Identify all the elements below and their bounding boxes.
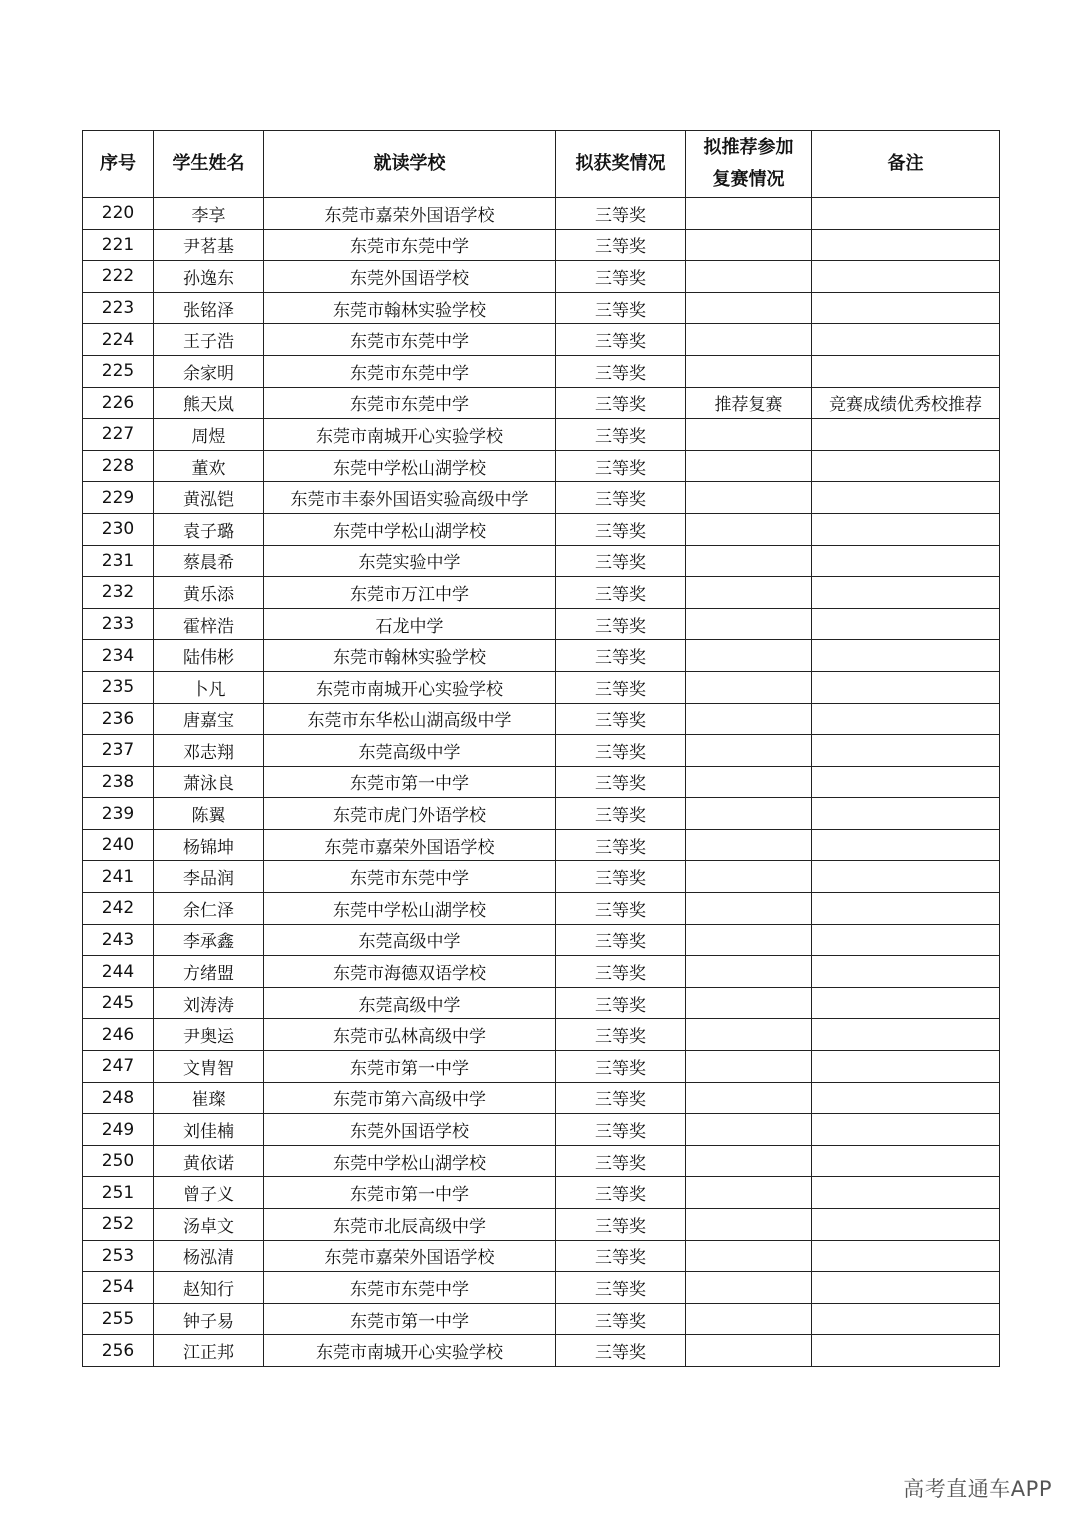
cell-student-name: 周煜 (154, 419, 264, 451)
cell-recommend (686, 355, 812, 387)
cell-index: 255 (83, 1303, 154, 1335)
cell-award: 三等奖 (556, 1082, 686, 1114)
cell-remark (812, 893, 1000, 925)
cell-remark (812, 1145, 1000, 1177)
cell-award: 三等奖 (556, 1303, 686, 1335)
table-row (83, 671, 1000, 703)
cell-remark (812, 1240, 1000, 1272)
cell-award: 三等奖 (556, 861, 686, 893)
cell-index: 246 (83, 1019, 154, 1051)
table-row (83, 450, 1000, 482)
cell-index: 248 (83, 1082, 154, 1114)
cell-award: 三等奖 (556, 292, 686, 324)
cell-award: 三等奖 (556, 1272, 686, 1304)
cell-student-name: 袁子璐 (154, 513, 264, 545)
cell-school: 东莞高级中学 (264, 735, 556, 767)
cell-school: 东莞市东莞中学 (264, 324, 556, 356)
table-row (83, 229, 1000, 261)
cell-index: 234 (83, 640, 154, 672)
cell-index: 233 (83, 608, 154, 640)
cell-student-name: 陆伟彬 (154, 640, 264, 672)
cell-award: 三等奖 (556, 1114, 686, 1146)
table-header-row (83, 131, 1000, 198)
table-row (83, 387, 1000, 419)
cell-remark (812, 1114, 1000, 1146)
table-row (83, 987, 1000, 1019)
cell-school: 东莞市南城开心实验学校 (264, 419, 556, 451)
cell-recommend (686, 861, 812, 893)
cell-remark (812, 608, 1000, 640)
cell-school: 东莞中学松山湖学校 (264, 893, 556, 925)
cell-remark (812, 324, 1000, 356)
cell-index: 227 (83, 419, 154, 451)
table-row (83, 577, 1000, 609)
table-row (83, 1240, 1000, 1272)
cell-student-name: 杨泓清 (154, 1240, 264, 1272)
cell-award: 三等奖 (556, 577, 686, 609)
cell-school: 东莞市翰林实验学校 (264, 640, 556, 672)
cell-remark (812, 1209, 1000, 1241)
cell-student-name: 黄乐添 (154, 577, 264, 609)
cell-student-name: 李品润 (154, 861, 264, 893)
cell-award: 三等奖 (556, 956, 686, 988)
cell-award: 三等奖 (556, 450, 686, 482)
cell-award: 三等奖 (556, 893, 686, 925)
cell-remark: 竞赛成绩优秀校推荐 (812, 387, 1000, 419)
cell-student-name: 蔡晨希 (154, 545, 264, 577)
cell-recommend (686, 1240, 812, 1272)
cell-remark (812, 1335, 1000, 1367)
cell-award: 三等奖 (556, 355, 686, 387)
cell-remark (812, 735, 1000, 767)
cell-school: 东莞中学松山湖学校 (264, 1145, 556, 1177)
cell-student-name: 熊天岚 (154, 387, 264, 419)
cell-school: 东莞市嘉荣外国语学校 (264, 198, 556, 230)
cell-student-name: 杨锦坤 (154, 829, 264, 861)
cell-student-name: 李享 (154, 198, 264, 230)
cell-student-name: 邓志翔 (154, 735, 264, 767)
cell-student-name: 萧泳良 (154, 766, 264, 798)
cell-recommend (686, 229, 812, 261)
header-recommend-line2: 复赛情况 (712, 169, 785, 190)
cell-recommend (686, 1114, 812, 1146)
header-recommend (686, 131, 812, 198)
table-row (83, 640, 1000, 672)
table-row (83, 893, 1000, 925)
cell-recommend (686, 450, 812, 482)
table-row (83, 324, 1000, 356)
header-student-name: 学生姓名 (154, 131, 264, 198)
cell-school: 东莞市第六高级中学 (264, 1082, 556, 1114)
cell-school: 东莞中学松山湖学校 (264, 450, 556, 482)
cell-school: 东莞市虎门外语学校 (264, 798, 556, 830)
cell-recommend (686, 640, 812, 672)
cell-recommend (686, 671, 812, 703)
cell-index: 241 (83, 861, 154, 893)
cell-index: 221 (83, 229, 154, 261)
cell-remark (812, 545, 1000, 577)
cell-recommend (686, 545, 812, 577)
cell-index: 244 (83, 956, 154, 988)
cell-student-name: 唐嘉宝 (154, 703, 264, 735)
cell-award: 三等奖 (556, 829, 686, 861)
cell-remark (812, 1051, 1000, 1083)
cell-index: 247 (83, 1051, 154, 1083)
table-row (83, 198, 1000, 230)
award-table-container (82, 130, 999, 1367)
cell-index: 223 (83, 292, 154, 324)
table-row (83, 419, 1000, 451)
cell-award: 三等奖 (556, 545, 686, 577)
cell-school: 东莞实验中学 (264, 545, 556, 577)
cell-school: 东莞中学松山湖学校 (264, 513, 556, 545)
cell-award: 三等奖 (556, 1019, 686, 1051)
cell-index: 220 (83, 198, 154, 230)
table-row (83, 1209, 1000, 1241)
table-row (83, 924, 1000, 956)
cell-recommend (686, 1335, 812, 1367)
cell-index: 226 (83, 387, 154, 419)
cell-school: 东莞市翰林实验学校 (264, 292, 556, 324)
cell-school: 东莞市北辰高级中学 (264, 1209, 556, 1241)
cell-school: 东莞市南城开心实验学校 (264, 1335, 556, 1367)
cell-remark (812, 513, 1000, 545)
table-row (83, 1019, 1000, 1051)
header-recommend-line1: 拟推荐参加 (703, 137, 794, 158)
cell-remark (812, 450, 1000, 482)
table-row (83, 545, 1000, 577)
cell-recommend (686, 1082, 812, 1114)
cell-index: 235 (83, 671, 154, 703)
cell-award: 三等奖 (556, 1240, 686, 1272)
cell-index: 229 (83, 482, 154, 514)
cell-recommend (686, 198, 812, 230)
cell-recommend (686, 513, 812, 545)
cell-award: 三等奖 (556, 1145, 686, 1177)
cell-recommend (686, 1303, 812, 1335)
cell-school: 东莞市第一中学 (264, 766, 556, 798)
cell-index: 252 (83, 1209, 154, 1241)
cell-student-name: 刘涛涛 (154, 987, 264, 1019)
header-index: 序号 (83, 131, 154, 198)
cell-remark (812, 924, 1000, 956)
cell-recommend (686, 1051, 812, 1083)
cell-award: 三等奖 (556, 387, 686, 419)
table-row (83, 355, 1000, 387)
cell-remark (812, 292, 1000, 324)
cell-school: 东莞外国语学校 (264, 261, 556, 293)
cell-index: 249 (83, 1114, 154, 1146)
cell-school: 东莞市嘉荣外国语学校 (264, 829, 556, 861)
cell-recommend (686, 766, 812, 798)
cell-recommend (686, 482, 812, 514)
cell-recommend: 推荐复赛 (686, 387, 812, 419)
cell-remark (812, 229, 1000, 261)
cell-recommend (686, 261, 812, 293)
table-row (83, 798, 1000, 830)
cell-recommend (686, 324, 812, 356)
table-row (83, 1082, 1000, 1114)
cell-award: 三等奖 (556, 735, 686, 767)
award-table (82, 130, 1000, 1367)
cell-remark (812, 355, 1000, 387)
cell-student-name: 汤卓文 (154, 1209, 264, 1241)
table-row (83, 1051, 1000, 1083)
cell-index: 224 (83, 324, 154, 356)
cell-award: 三等奖 (556, 229, 686, 261)
cell-award: 三等奖 (556, 419, 686, 451)
cell-recommend (686, 608, 812, 640)
cell-index: 231 (83, 545, 154, 577)
cell-award: 三等奖 (556, 324, 686, 356)
cell-recommend (686, 956, 812, 988)
table-row (83, 261, 1000, 293)
table-row (83, 829, 1000, 861)
cell-student-name: 李承鑫 (154, 924, 264, 956)
cell-remark (812, 1272, 1000, 1304)
cell-remark (812, 798, 1000, 830)
cell-award: 三等奖 (556, 1335, 686, 1367)
cell-index: 222 (83, 261, 154, 293)
cell-student-name: 方绪盟 (154, 956, 264, 988)
cell-index: 242 (83, 893, 154, 925)
cell-recommend (686, 292, 812, 324)
cell-student-name: 曾子义 (154, 1177, 264, 1209)
cell-school: 东莞市第一中学 (264, 1051, 556, 1083)
cell-student-name: 文胄智 (154, 1051, 264, 1083)
header-award: 拟获奖情况 (556, 131, 686, 198)
cell-remark (812, 1303, 1000, 1335)
cell-school: 东莞市万江中学 (264, 577, 556, 609)
cell-index: 245 (83, 987, 154, 1019)
cell-recommend (686, 1272, 812, 1304)
cell-award: 三等奖 (556, 261, 686, 293)
cell-student-name: 孙逸东 (154, 261, 264, 293)
cell-student-name: 刘佳楠 (154, 1114, 264, 1146)
cell-remark (812, 829, 1000, 861)
cell-student-name: 张铭泽 (154, 292, 264, 324)
cell-recommend (686, 419, 812, 451)
cell-remark (812, 1082, 1000, 1114)
cell-school: 东莞市第一中学 (264, 1177, 556, 1209)
table-row (83, 766, 1000, 798)
cell-award: 三等奖 (556, 1209, 686, 1241)
cell-award: 三等奖 (556, 924, 686, 956)
cell-school: 东莞市第一中学 (264, 1303, 556, 1335)
cell-recommend (686, 703, 812, 735)
cell-student-name: 余仁泽 (154, 893, 264, 925)
cell-index: 243 (83, 924, 154, 956)
cell-index: 240 (83, 829, 154, 861)
cell-index: 232 (83, 577, 154, 609)
header-school: 就读学校 (264, 131, 556, 198)
cell-index: 238 (83, 766, 154, 798)
cell-remark (812, 1177, 1000, 1209)
table-row (83, 1303, 1000, 1335)
cell-student-name: 陈翼 (154, 798, 264, 830)
cell-award: 三等奖 (556, 482, 686, 514)
cell-index: 253 (83, 1240, 154, 1272)
cell-recommend (686, 1209, 812, 1241)
cell-student-name: 赵知行 (154, 1272, 264, 1304)
cell-school: 石龙中学 (264, 608, 556, 640)
cell-recommend (686, 829, 812, 861)
table-row (83, 292, 1000, 324)
cell-school: 东莞市南城开心实验学校 (264, 671, 556, 703)
cell-recommend (686, 893, 812, 925)
table-body (83, 198, 1000, 1367)
table-row (83, 861, 1000, 893)
cell-recommend (686, 735, 812, 767)
cell-school: 东莞市东莞中学 (264, 229, 556, 261)
cell-index: 254 (83, 1272, 154, 1304)
cell-school: 东莞市东莞中学 (264, 1272, 556, 1304)
cell-remark (812, 861, 1000, 893)
cell-remark (812, 671, 1000, 703)
cell-recommend (686, 987, 812, 1019)
cell-remark (812, 261, 1000, 293)
table-row (83, 608, 1000, 640)
cell-school: 东莞高级中学 (264, 924, 556, 956)
cell-recommend (686, 1019, 812, 1051)
cell-remark (812, 419, 1000, 451)
cell-school: 东莞市嘉荣外国语学校 (264, 1240, 556, 1272)
cell-index: 236 (83, 703, 154, 735)
cell-student-name: 卜凡 (154, 671, 264, 703)
cell-index: 230 (83, 513, 154, 545)
cell-recommend (686, 577, 812, 609)
cell-remark (812, 577, 1000, 609)
cell-award: 三等奖 (556, 766, 686, 798)
cell-index: 256 (83, 1335, 154, 1367)
cell-school: 东莞市东莞中学 (264, 387, 556, 419)
cell-student-name: 崔璨 (154, 1082, 264, 1114)
cell-remark (812, 482, 1000, 514)
cell-index: 237 (83, 735, 154, 767)
table-row (83, 1114, 1000, 1146)
cell-student-name: 尹茗基 (154, 229, 264, 261)
cell-school: 东莞市东莞中学 (264, 355, 556, 387)
cell-recommend (686, 1177, 812, 1209)
cell-recommend (686, 798, 812, 830)
cell-index: 228 (83, 450, 154, 482)
cell-student-name: 余家明 (154, 355, 264, 387)
table-row (83, 735, 1000, 767)
cell-remark (812, 987, 1000, 1019)
table-row (83, 1335, 1000, 1367)
cell-award: 三等奖 (556, 513, 686, 545)
cell-school: 东莞市东莞中学 (264, 861, 556, 893)
cell-student-name: 霍梓浩 (154, 608, 264, 640)
cell-award: 三等奖 (556, 1177, 686, 1209)
cell-school: 东莞高级中学 (264, 987, 556, 1019)
cell-student-name: 董欢 (154, 450, 264, 482)
cell-school: 东莞市丰泰外国语实验高级中学 (264, 482, 556, 514)
cell-remark (812, 766, 1000, 798)
table-row (83, 703, 1000, 735)
table-row (83, 1177, 1000, 1209)
cell-award: 三等奖 (556, 198, 686, 230)
cell-award: 三等奖 (556, 987, 686, 1019)
cell-student-name: 黄依诺 (154, 1145, 264, 1177)
cell-student-name: 黄泓铠 (154, 482, 264, 514)
cell-student-name: 钟子易 (154, 1303, 264, 1335)
cell-remark (812, 1019, 1000, 1051)
cell-award: 三等奖 (556, 703, 686, 735)
cell-student-name: 江正邦 (154, 1335, 264, 1367)
cell-student-name: 尹奥运 (154, 1019, 264, 1051)
cell-index: 250 (83, 1145, 154, 1177)
header-remark: 备注 (812, 131, 1000, 198)
cell-remark (812, 956, 1000, 988)
cell-school: 东莞市弘林高级中学 (264, 1019, 556, 1051)
cell-remark (812, 640, 1000, 672)
watermark-text: 高考直通车APP (903, 1477, 1052, 1501)
cell-index: 239 (83, 798, 154, 830)
cell-student-name: 王子浩 (154, 324, 264, 356)
table-row (83, 1272, 1000, 1304)
table-row (83, 513, 1000, 545)
cell-award: 三等奖 (556, 1051, 686, 1083)
cell-index: 225 (83, 355, 154, 387)
cell-award: 三等奖 (556, 798, 686, 830)
cell-recommend (686, 1145, 812, 1177)
table-row (83, 956, 1000, 988)
cell-school: 东莞市海德双语学校 (264, 956, 556, 988)
cell-school: 东莞外国语学校 (264, 1114, 556, 1146)
cell-award: 三等奖 (556, 640, 686, 672)
table-row (83, 482, 1000, 514)
cell-award: 三等奖 (556, 671, 686, 703)
cell-index: 251 (83, 1177, 154, 1209)
cell-remark (812, 198, 1000, 230)
cell-school: 东莞市东华松山湖高级中学 (264, 703, 556, 735)
table-row (83, 1145, 1000, 1177)
cell-recommend (686, 924, 812, 956)
cell-remark (812, 703, 1000, 735)
cell-award: 三等奖 (556, 608, 686, 640)
